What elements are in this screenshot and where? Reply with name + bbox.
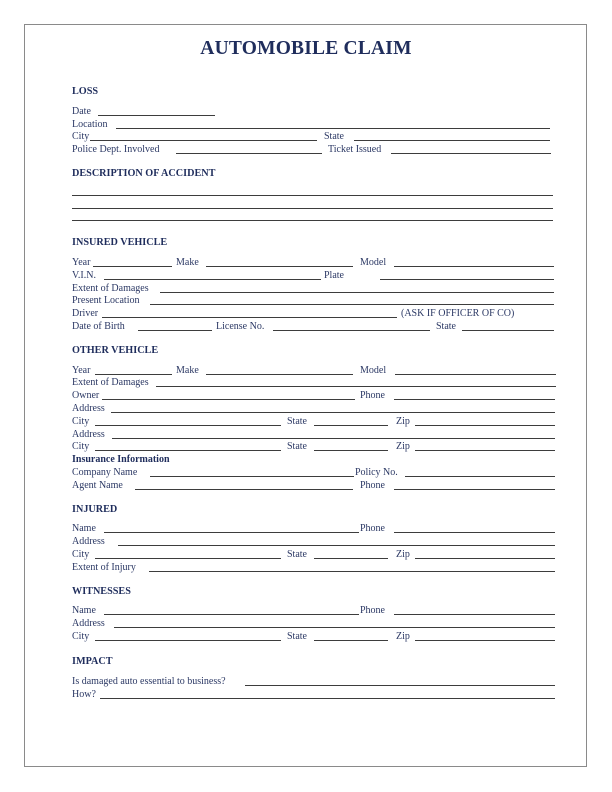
policy-field[interactable]: [405, 476, 555, 477]
essential-label: Is damaged auto essential to business?: [72, 676, 226, 687]
other-model-field[interactable]: [395, 374, 556, 375]
how-label: How?: [72, 689, 96, 700]
present-location-label: Present Location: [72, 295, 140, 306]
zip-label: Zip: [396, 549, 410, 560]
injured-extent-row: [72, 561, 556, 574]
loss-date-row: [72, 105, 556, 118]
witness-address-row: [72, 617, 556, 630]
agent-phone-label: Phone: [360, 480, 385, 491]
insurance-company-row: [72, 466, 556, 479]
insured-license-state-field[interactable]: [462, 330, 554, 331]
zip-label: Zip: [396, 416, 410, 427]
other-owner-phone-field[interactable]: [394, 399, 555, 400]
license-label: License No.: [216, 321, 265, 332]
other-year-label: Year: [72, 365, 91, 376]
insured-plate-field[interactable]: [380, 279, 554, 280]
witness-state-field[interactable]: [314, 640, 388, 641]
insurance-info-heading: Insurance Information: [72, 454, 170, 465]
other-address-field-1[interactable]: [111, 412, 555, 413]
state-label: State: [324, 131, 344, 142]
date-label: Date: [72, 106, 91, 117]
city-label: City: [72, 441, 90, 452]
other-address-row-1: [72, 402, 556, 415]
other-state-field-1[interactable]: [314, 425, 388, 426]
injury-field[interactable]: [149, 571, 555, 572]
other-make-field[interactable]: [206, 374, 353, 375]
vin-label: V.I.N.: [72, 270, 96, 281]
policy-label: Policy No.: [355, 467, 398, 478]
witness-name-row: [72, 604, 556, 617]
state-label: State: [287, 631, 307, 642]
location-field[interactable]: [116, 128, 550, 129]
witness-phone-field[interactable]: [394, 614, 555, 615]
ticket-field[interactable]: [391, 153, 551, 154]
loss-police-row: [72, 143, 556, 156]
other-model-label: Model: [360, 365, 387, 376]
agent-label: Agent Name: [72, 480, 123, 491]
city-label: City: [72, 416, 90, 427]
form-title: AUTOMOBILE CLAIM: [200, 38, 412, 59]
zip-label: Zip: [396, 631, 410, 642]
name-label: Name: [72, 523, 96, 534]
driver-note: (ASK IF OFFICER OF CO): [401, 308, 515, 319]
city-field[interactable]: [90, 140, 317, 141]
insured-model-field[interactable]: [394, 266, 554, 267]
section-heading-loss: LOSS: [72, 86, 99, 97]
insured-vin-row: [72, 269, 556, 282]
other-damages-row: [72, 376, 556, 389]
section-heading-other-vehicle: OTHER VEHICLE: [72, 345, 159, 356]
insured-present-location-row: [72, 294, 556, 307]
description-line-2[interactable]: [72, 208, 553, 209]
witness-address-field[interactable]: [114, 627, 555, 628]
other-zip-field-1[interactable]: [415, 425, 555, 426]
city-label: City: [72, 631, 90, 642]
injured-phone-field[interactable]: [394, 532, 555, 533]
city-label: City: [72, 549, 90, 560]
insurance-agent-row: [72, 479, 556, 492]
driver-label: Driver: [72, 308, 99, 319]
other-city-row-1: [72, 415, 556, 428]
injured-city-row: [72, 548, 556, 561]
other-state-field-2[interactable]: [314, 450, 388, 451]
witness-zip-field[interactable]: [415, 640, 555, 641]
other-city-row-2: [72, 440, 556, 453]
injured-city-field[interactable]: [95, 558, 281, 559]
state-label: State: [287, 416, 307, 427]
insured-damages-field[interactable]: [160, 292, 554, 293]
agent-phone-field[interactable]: [394, 489, 555, 490]
phone-label: Phone: [360, 523, 385, 534]
injured-address-field[interactable]: [118, 545, 555, 546]
address-label: Address: [72, 403, 105, 414]
owner-phone-label: Phone: [360, 390, 385, 401]
injury-label: Extent of Injury: [72, 562, 136, 573]
police-label: Police Dept. Involved: [72, 144, 160, 155]
dob-label: Date of Birth: [72, 321, 125, 332]
other-address-field-2[interactable]: [112, 438, 555, 439]
injured-address-row: [72, 535, 556, 548]
address-label: Address: [72, 618, 105, 629]
make-label: Make: [176, 257, 199, 268]
other-damages-field[interactable]: [156, 386, 556, 387]
state-label: State: [287, 549, 307, 560]
insured-present-location-field[interactable]: [150, 304, 554, 305]
owner-label: Owner: [72, 390, 100, 401]
other-year-field[interactable]: [95, 374, 172, 375]
company-label: Company Name: [72, 467, 138, 478]
city-label: City: [72, 131, 90, 142]
section-heading-insured-vehicle: INSURED VEHICLE: [72, 237, 168, 248]
injured-state-field[interactable]: [314, 558, 388, 559]
insured-year-field[interactable]: [93, 266, 172, 267]
witness-city-field[interactable]: [95, 640, 281, 641]
section-heading-witnesses: WITNESSES: [72, 586, 131, 597]
section-heading-impact: IMPACT: [72, 656, 113, 667]
address-label: Address: [72, 429, 105, 440]
location-label: Location: [72, 119, 108, 130]
state-field[interactable]: [354, 140, 550, 141]
other-zip-field-2[interactable]: [415, 450, 555, 451]
section-heading-injured: INJURED: [72, 504, 118, 515]
insured-dob-row: [72, 320, 556, 333]
injured-zip-field[interactable]: [415, 558, 555, 559]
essential-field[interactable]: [245, 685, 555, 686]
state-label: State: [287, 441, 307, 452]
section-heading-description: DESCRIPTION OF ACCIDENT: [72, 168, 216, 179]
police-field[interactable]: [176, 153, 322, 154]
plate-label: Plate: [324, 270, 344, 281]
insured-driver-row: [72, 307, 556, 320]
phone-label: Phone: [360, 605, 385, 616]
insured-make-field[interactable]: [206, 266, 353, 267]
damages-label: Extent of Damages: [72, 283, 149, 294]
injured-name-row: [72, 522, 556, 535]
model-label: Model: [360, 257, 387, 268]
other-make-label: Make: [176, 365, 199, 376]
description-line-3[interactable]: [72, 220, 553, 221]
name-label: Name: [72, 605, 96, 616]
witness-name-field[interactable]: [104, 614, 359, 615]
address-label: Address: [72, 536, 105, 547]
other-city-field-2[interactable]: [95, 450, 281, 451]
other-damages-label: Extent of Damages: [72, 377, 149, 388]
how-field[interactable]: [100, 698, 555, 699]
agent-field[interactable]: [135, 489, 353, 490]
insured-dob-field[interactable]: [138, 330, 212, 331]
year-label: Year: [72, 257, 91, 268]
description-line-1[interactable]: [72, 195, 553, 196]
license-state-label: State: [436, 321, 456, 332]
injured-name-field[interactable]: [104, 532, 359, 533]
zip-label: Zip: [396, 441, 410, 452]
impact-essential-row: [72, 675, 556, 688]
insured-year-row: [72, 256, 556, 269]
insurance-info-row: [72, 453, 556, 466]
impact-how-row: [72, 688, 556, 701]
insured-vin-field[interactable]: [104, 279, 321, 280]
witness-city-row: [72, 630, 556, 643]
ticket-label: Ticket Issued: [328, 144, 382, 155]
insured-driver-field[interactable]: [102, 317, 397, 318]
company-field[interactable]: [150, 476, 354, 477]
insured-license-field[interactable]: [273, 330, 430, 331]
other-owner-field[interactable]: [102, 399, 355, 400]
loss-city-row: [72, 130, 556, 143]
other-owner-row: [72, 389, 556, 402]
other-city-field-1[interactable]: [95, 425, 281, 426]
date-field[interactable]: [98, 115, 215, 116]
